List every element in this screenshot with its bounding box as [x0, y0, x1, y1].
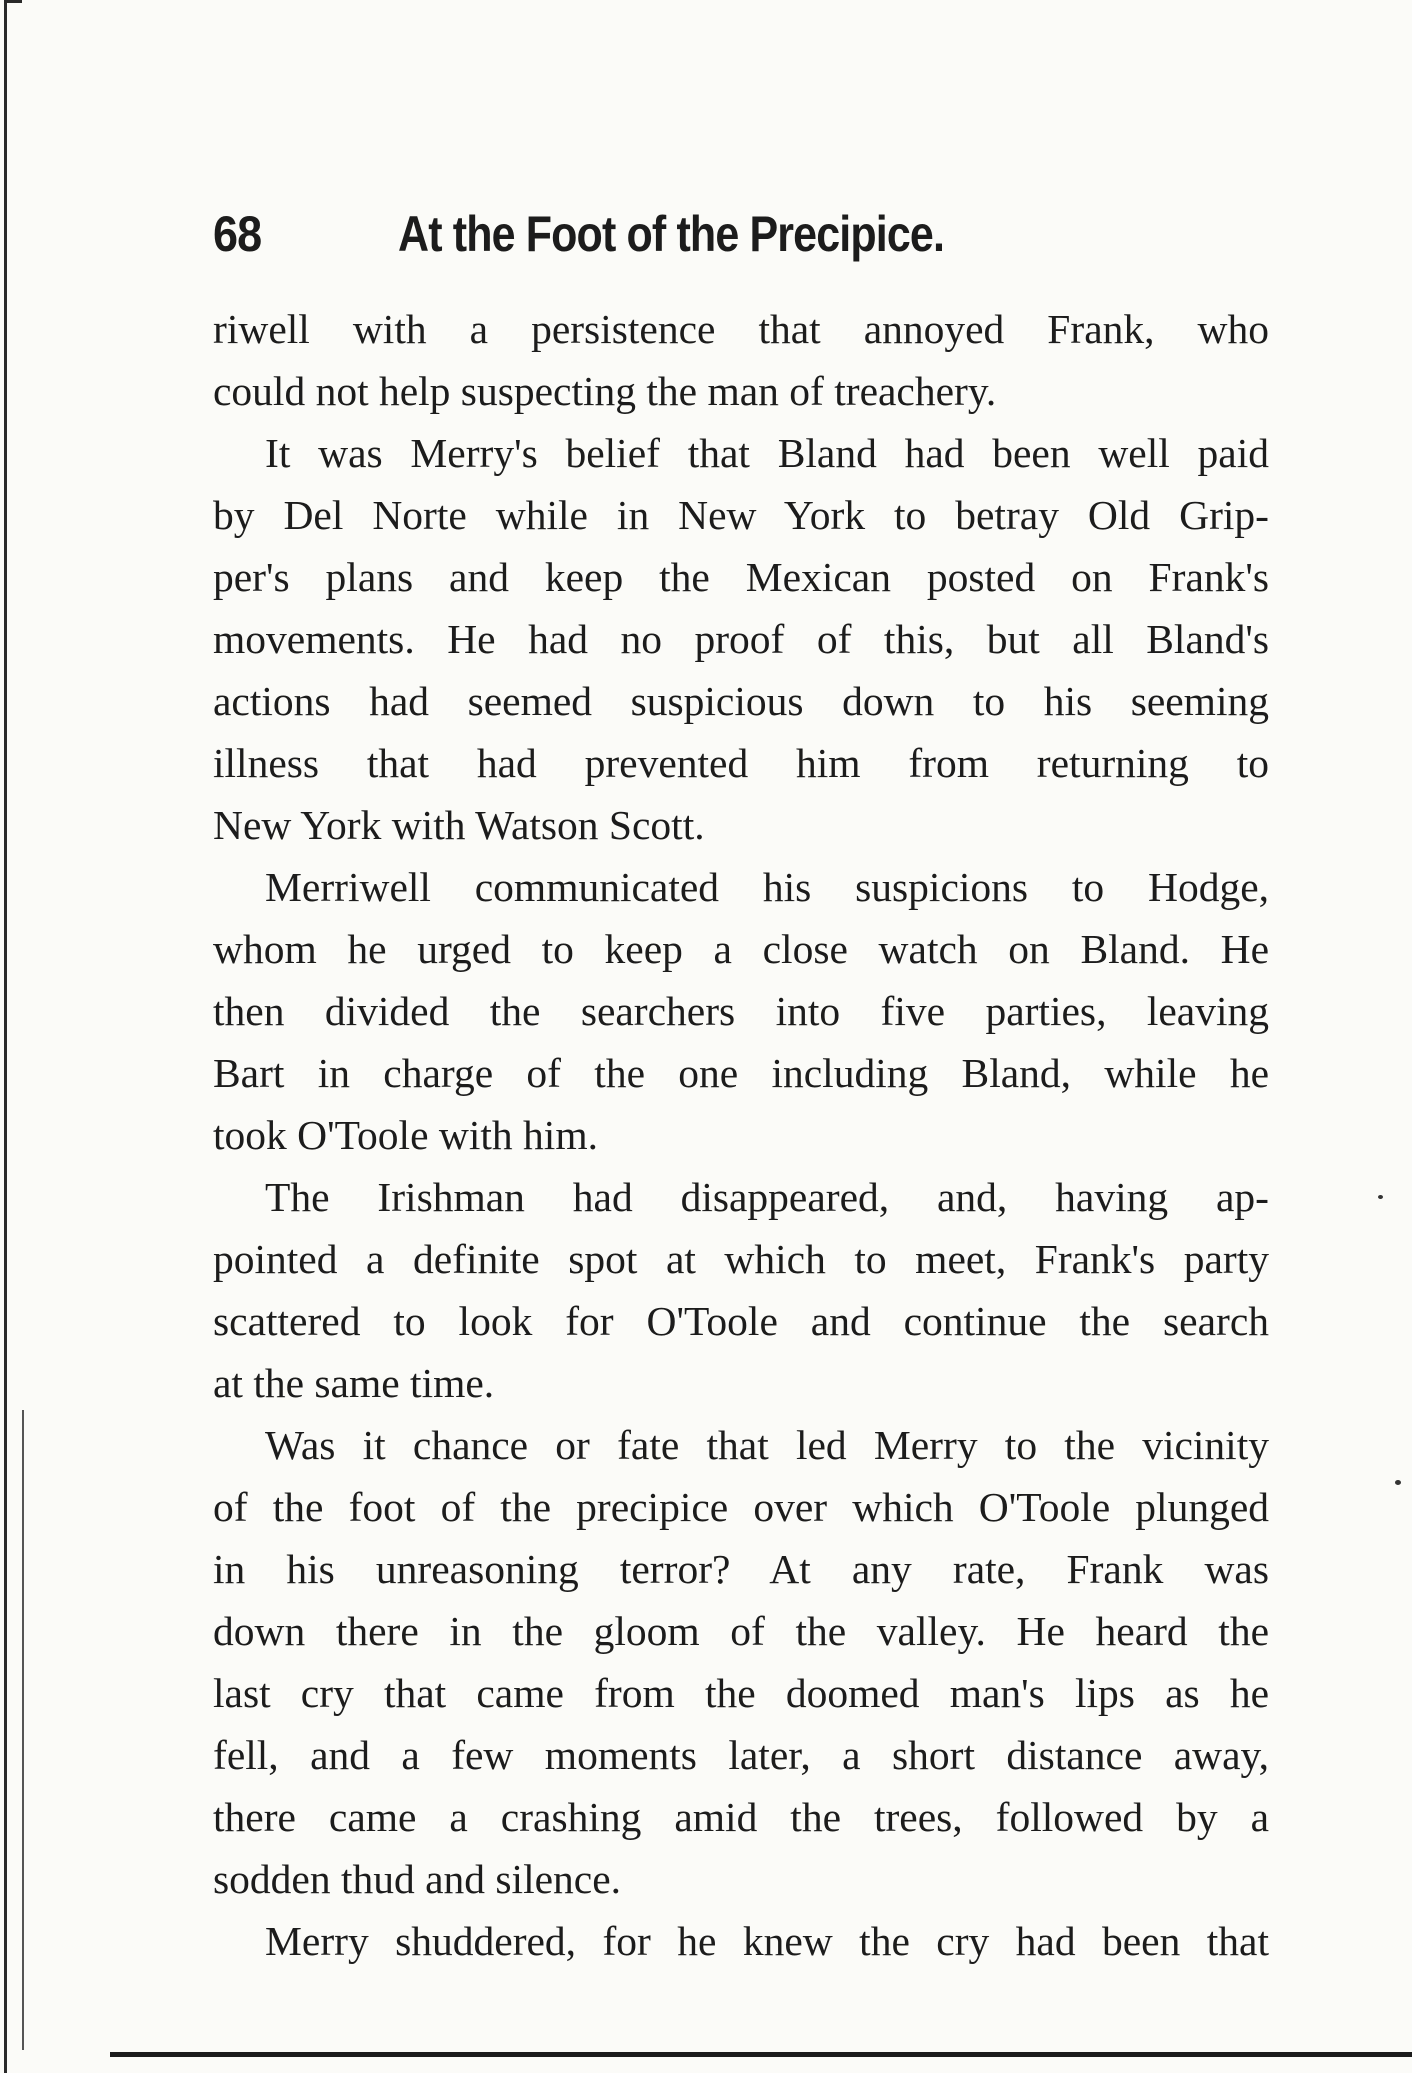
paragraph: [213, 1910, 1269, 1972]
text-line: riwell with a persistence that annoyed Frank, who: [213, 306, 1269, 352]
text-line: pointed a definite spot at which to meet, Frank's party: [213, 1236, 1269, 1282]
text-line: sodden thud and silence.: [213, 1856, 621, 1902]
text-line: Was it chance or fate that led Merry to the vicinity: [265, 1422, 1269, 1468]
text-line: last cry that came from the doomed man's lips as he: [213, 1670, 1269, 1716]
text-line: fell, and a few moments later, a short distance away,: [213, 1732, 1269, 1778]
text-line: by Del Norte while in New York to betray Old Grip-: [213, 492, 1269, 538]
paragraph: [213, 298, 1269, 422]
text-line: Merry shuddered, for he knew the cry had been that: [265, 1918, 1269, 1964]
text-line: It was Merry's belief that Bland had been well paid: [265, 430, 1269, 476]
text-line: down there in the gloom of the valley. He heard the: [213, 1608, 1269, 1654]
paragraph: [213, 1166, 1269, 1414]
text-line: illness that had prevented him from returning to: [213, 740, 1269, 786]
paragraph: [213, 856, 1269, 1166]
text-line: at the same time.: [213, 1360, 495, 1406]
text-line: New York with Watson Scott.: [213, 802, 705, 848]
text-line: Merriwell communicated his suspicions to Hodge,: [265, 864, 1269, 910]
left-page-edge: [4, 0, 7, 2073]
body-text: [213, 298, 1269, 1972]
text-line: per's plans and keep the Mexican posted on Frank's: [213, 554, 1269, 600]
text-line: whom he urged to keep a close watch on Bland. He: [213, 926, 1269, 972]
text-line: in his unreasoning terror? At any rate, Frank was: [213, 1546, 1269, 1592]
text-line: scattered to look for O'Toole and continue the search: [213, 1298, 1269, 1344]
page-header: [213, 205, 1273, 275]
text-line: then divided the searchers into five parties, leaving: [213, 988, 1269, 1034]
text-line: movements. He had no proof of this, but all Bland's: [213, 616, 1269, 662]
bottom-rule: [110, 2052, 1412, 2057]
binding-shadow: [22, 1410, 24, 2050]
text-line: there came a crashing amid the trees, followed by a: [213, 1794, 1269, 1840]
paragraph: [213, 422, 1269, 856]
text-line: could not help suspecting the man of treachery.: [213, 368, 997, 414]
text-line: Bart in charge of the one including Bland, while he: [213, 1050, 1269, 1096]
text-line: took O'Toole with him.: [213, 1112, 598, 1158]
text-line: of the foot of the precipice over which O'Toole plunged: [213, 1484, 1269, 1530]
left-page-edge-top: [4, 0, 22, 3]
paragraph: [213, 1414, 1269, 1910]
running-title: At the Foot of the Precipice.: [398, 206, 945, 262]
page-number: 68: [213, 206, 262, 262]
scan-speck: [1378, 1195, 1383, 1199]
text-line: actions had seemed suspicious down to his seeming: [213, 678, 1269, 724]
scan-speck: [1395, 1480, 1401, 1485]
text-line: The Irishman had disappeared, and, having ap-: [265, 1174, 1269, 1220]
